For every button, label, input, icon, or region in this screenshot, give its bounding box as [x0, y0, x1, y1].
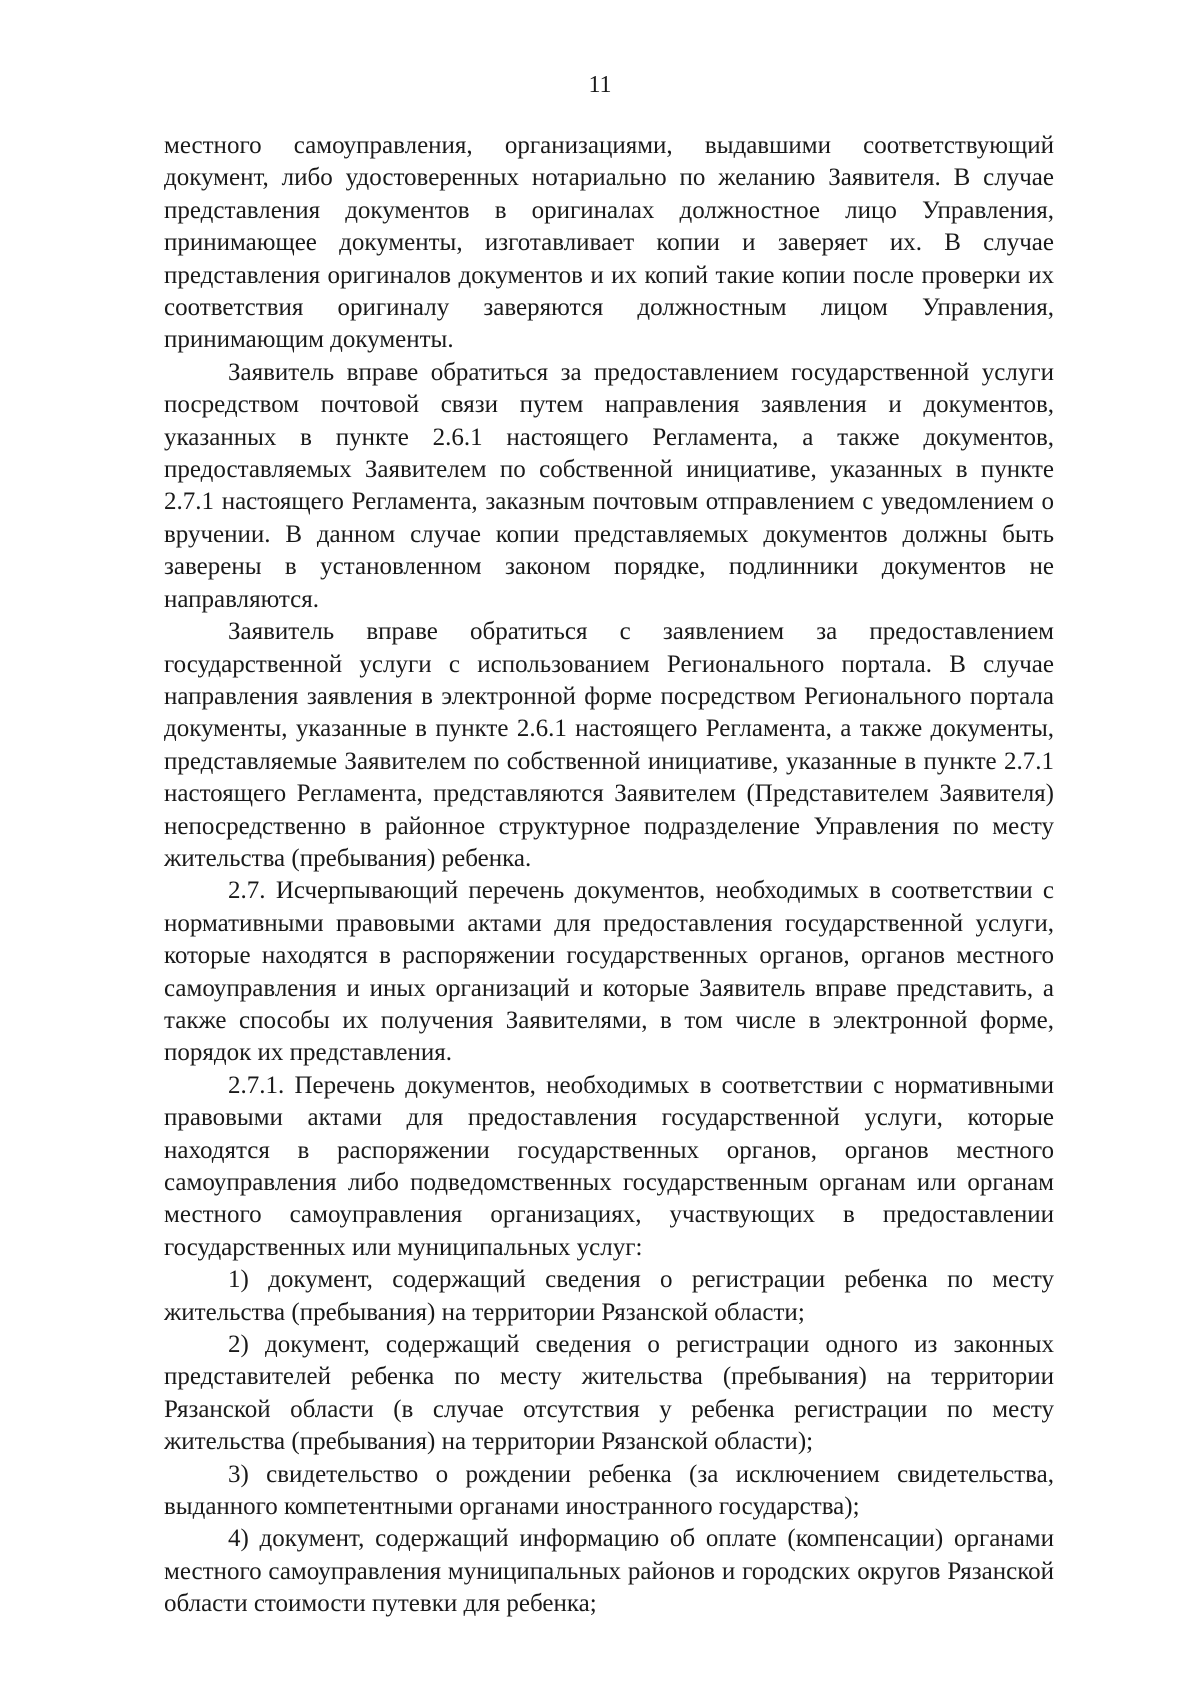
- paragraph-postal-submission: Заявитель вправе обратиться за предоставлением государственной услуги посредством почтовой связи путем направления заявления и документов, указанных в пункте 2.6.1 настоящего Регламента, а также документов, предоставляемых Заявителем по собственной инициативе, указанных в пункте 2.7.1 настоящего Регламента, заказным почтовым отправлением с уведомлением о вручении. В данном случае копии представляемых документов должны быть заверены в установленном законом порядке, подлинники документов не направляются.: [164, 358, 1054, 613]
- list-item-3: 3) свидетельство о рождении ребенка (за исключением свидетельства, выданного компетентными органами иностранного государства);: [164, 1460, 1054, 1521]
- list-item-1: 1) документ, содержащий сведения о регистрации ребенка по месту жительства (пребывания) на территории Рязанской области;: [164, 1266, 1054, 1326]
- paragraph-section-2-7: 2.7. Исчерпывающий перечень документов, необходимых в соответствии с нормативными правовыми актами для предоставления государственной услуги, которые находятся в распоряжении государственных органов, органов местного самоуправления и иных организаций и которые Заявитель вправе представить, а также способы их получения Заявителями, в том числе в электронной форме, порядок их представления.: [164, 877, 1054, 1067]
- paragraph-portal-submission: Заявитель вправе обратиться с заявлением за предоставлением государственной услуги с использованием Регионального портала. В случае направления заявления в электронной форме посредством Регионального портала документы, указанные в пункте 2.6.1 настоящего Регламента, а также документы, представляемые Заявителем по собственной инициативе, указанные в пункте 2.7.1 настоящего Регламента, представляются Заявителем (Представителем Заявителя) непосредственно в районное структурное подразделение Управления по месту жительства (пребывания) ребенка.: [164, 618, 1054, 872]
- list-item-2: 2) документ, содержащий сведения о регистрации одного из законных представителей ребенка по месту жительства (пребывания) на территории Рязанской области (в случае отсутствия у ребенка регистрации по месту жительства (пребывания) на территории Рязанской области);: [164, 1331, 1054, 1456]
- paragraph-section-2-7-1: 2.7.1. Перечень документов, необходимых в соответствии с нормативными правовыми актами для предоставления государственной услуги, которые находятся в распоряжении государственных органов, органов местного самоуправления либо подведомственных государственным органам или органам местного самоуправления организациях, участвующих в предоставлении государственных или муниципальных услуг:: [164, 1071, 1054, 1261]
- document-body: [164, 130, 1054, 1621]
- list-item-4: 4) документ, содержащий информацию об оплате (компенсации) органами местного самоуправления муниципальных районов и городских округов Рязанской области стоимости путевки для ребенка;: [164, 1525, 1054, 1618]
- paragraph-continuation: местного самоуправления, организациями, выдавшими соответствующий документ, либо удостоверенных нотариально по желанию Заявителя. В случае представления документов в оригиналах должностное лицо Управления, принимающее документы, изготавливает копии и заверяет их. В случае представления оригиналов документов и их копий такие копии после проверки их соответствия оригиналу заверяются должностным лицом Управления, принимающим документы.: [164, 132, 1054, 354]
- page-number: 11: [588, 72, 612, 98]
